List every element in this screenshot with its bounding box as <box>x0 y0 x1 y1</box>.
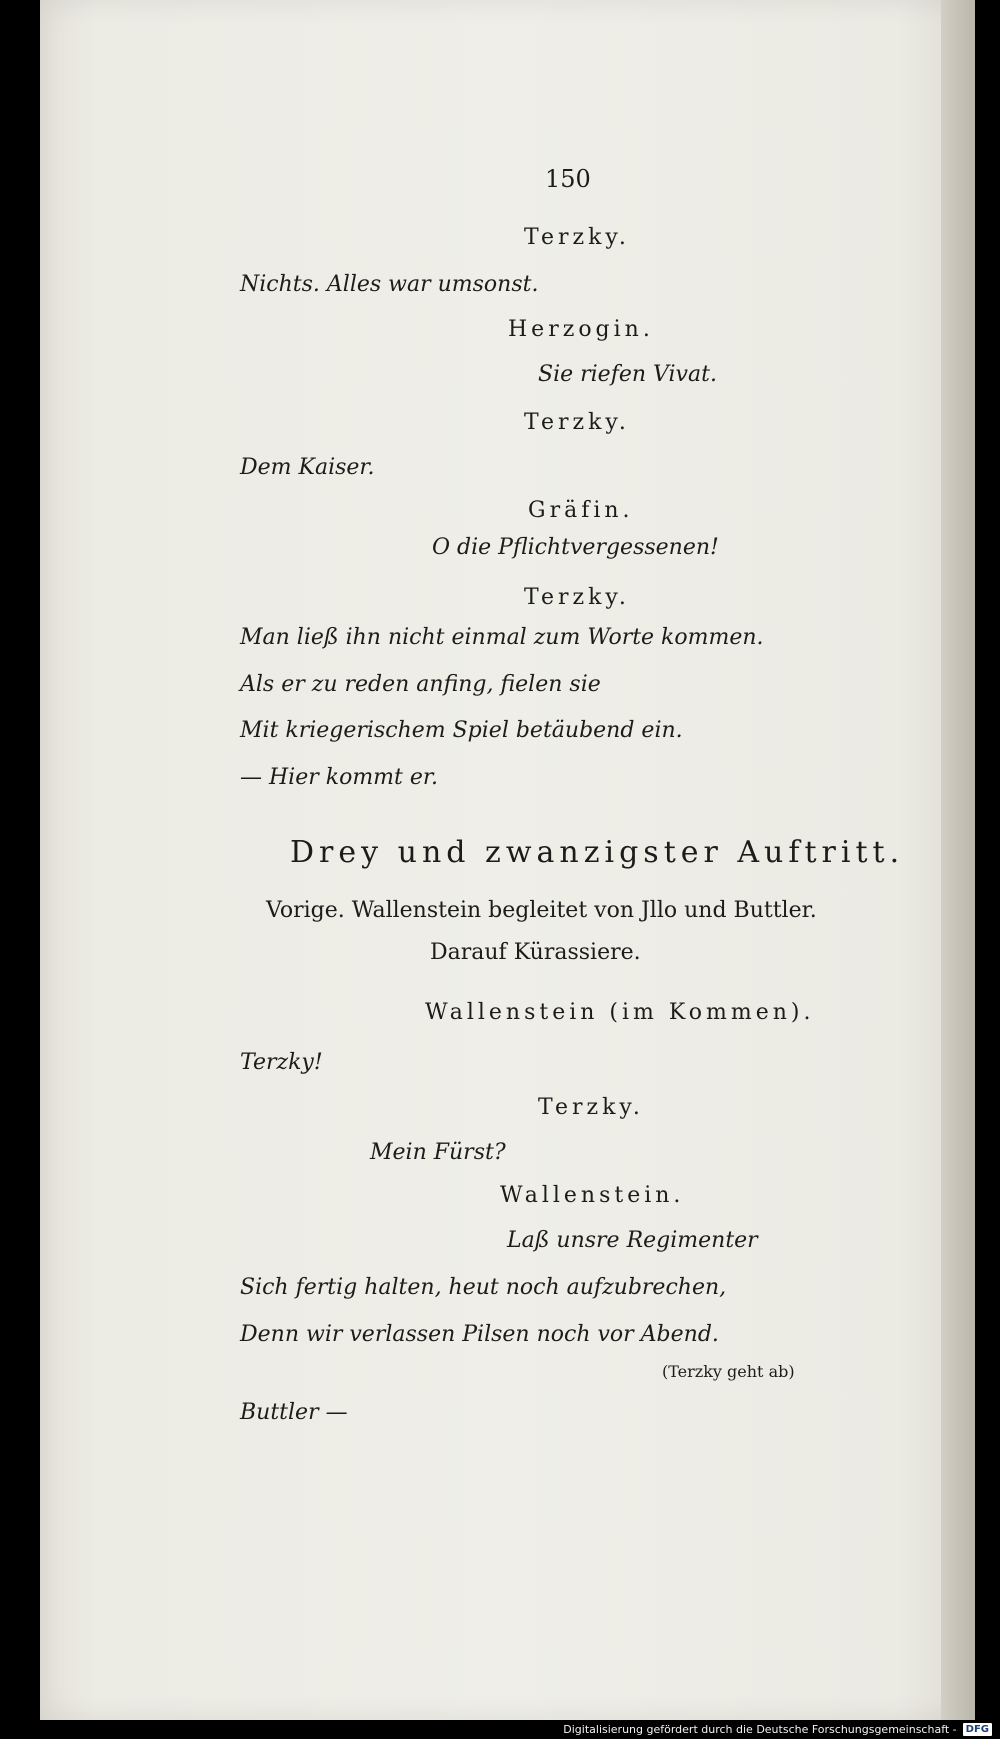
verse-line: Sie riefen Vivat. <box>538 362 717 387</box>
speaker-wallenstein: Wallenstein. <box>500 1183 685 1208</box>
speaker-terzky: Terzky. <box>524 410 630 435</box>
speaker-terzky: Terzky. <box>524 225 630 250</box>
verse-line: Sich fertig halten, heut noch aufzubrechen, <box>240 1275 727 1300</box>
speaker-wallenstein: Wallenstein (im Kommen). <box>425 1000 815 1025</box>
speaker-terzky: Terzky. <box>538 1095 644 1120</box>
footer-text: Digitalisierung gefördert durch die Deutsche Forschungsgemeinschaft - <box>563 1723 957 1736</box>
verse-line: Laß unsre Regimenter <box>507 1228 758 1253</box>
verse-line: — Hier kommt er. <box>240 765 438 790</box>
verse-line: Buttler — <box>240 1400 348 1425</box>
stage-direction: Vorige. Wallenstein begleitet von Jllo und Buttler. <box>266 898 817 923</box>
verse-line: Nichts. Alles war umsonst. <box>240 272 539 297</box>
speaker-graefin: Gräfin. <box>528 498 634 523</box>
scene-heading: Drey und zwanzigster Auftritt. <box>290 835 905 870</box>
verse-line: Dem Kaiser. <box>240 455 375 480</box>
book-gutter <box>941 0 975 1720</box>
book-page <box>40 0 975 1720</box>
verse-line: Mit kriegerischem Spiel betäubend ein. <box>240 718 683 743</box>
verse-line: Denn wir verlassen Pilsen noch vor Abend. <box>240 1322 719 1347</box>
stage-direction: (Terzky geht ab) <box>662 1362 795 1381</box>
verse-line: Terzky! <box>240 1050 323 1075</box>
page-number: 150 <box>545 165 591 193</box>
dfg-logo: DFG <box>963 1723 992 1736</box>
digitization-footer <box>563 1720 992 1739</box>
verse-line: Man ließ ihn nicht einmal zum Worte kommen. <box>240 625 764 650</box>
stage-direction: Darauf Kürassiere. <box>430 940 641 965</box>
verse-line: O die Pflichtvergessenen! <box>432 535 719 560</box>
verse-line: Mein Fürst? <box>370 1140 506 1165</box>
verse-line: Als er zu reden anfing, fielen sie <box>240 672 601 697</box>
speaker-terzky: Terzky. <box>524 585 630 610</box>
speaker-herzogin: Herzogin. <box>508 317 654 342</box>
